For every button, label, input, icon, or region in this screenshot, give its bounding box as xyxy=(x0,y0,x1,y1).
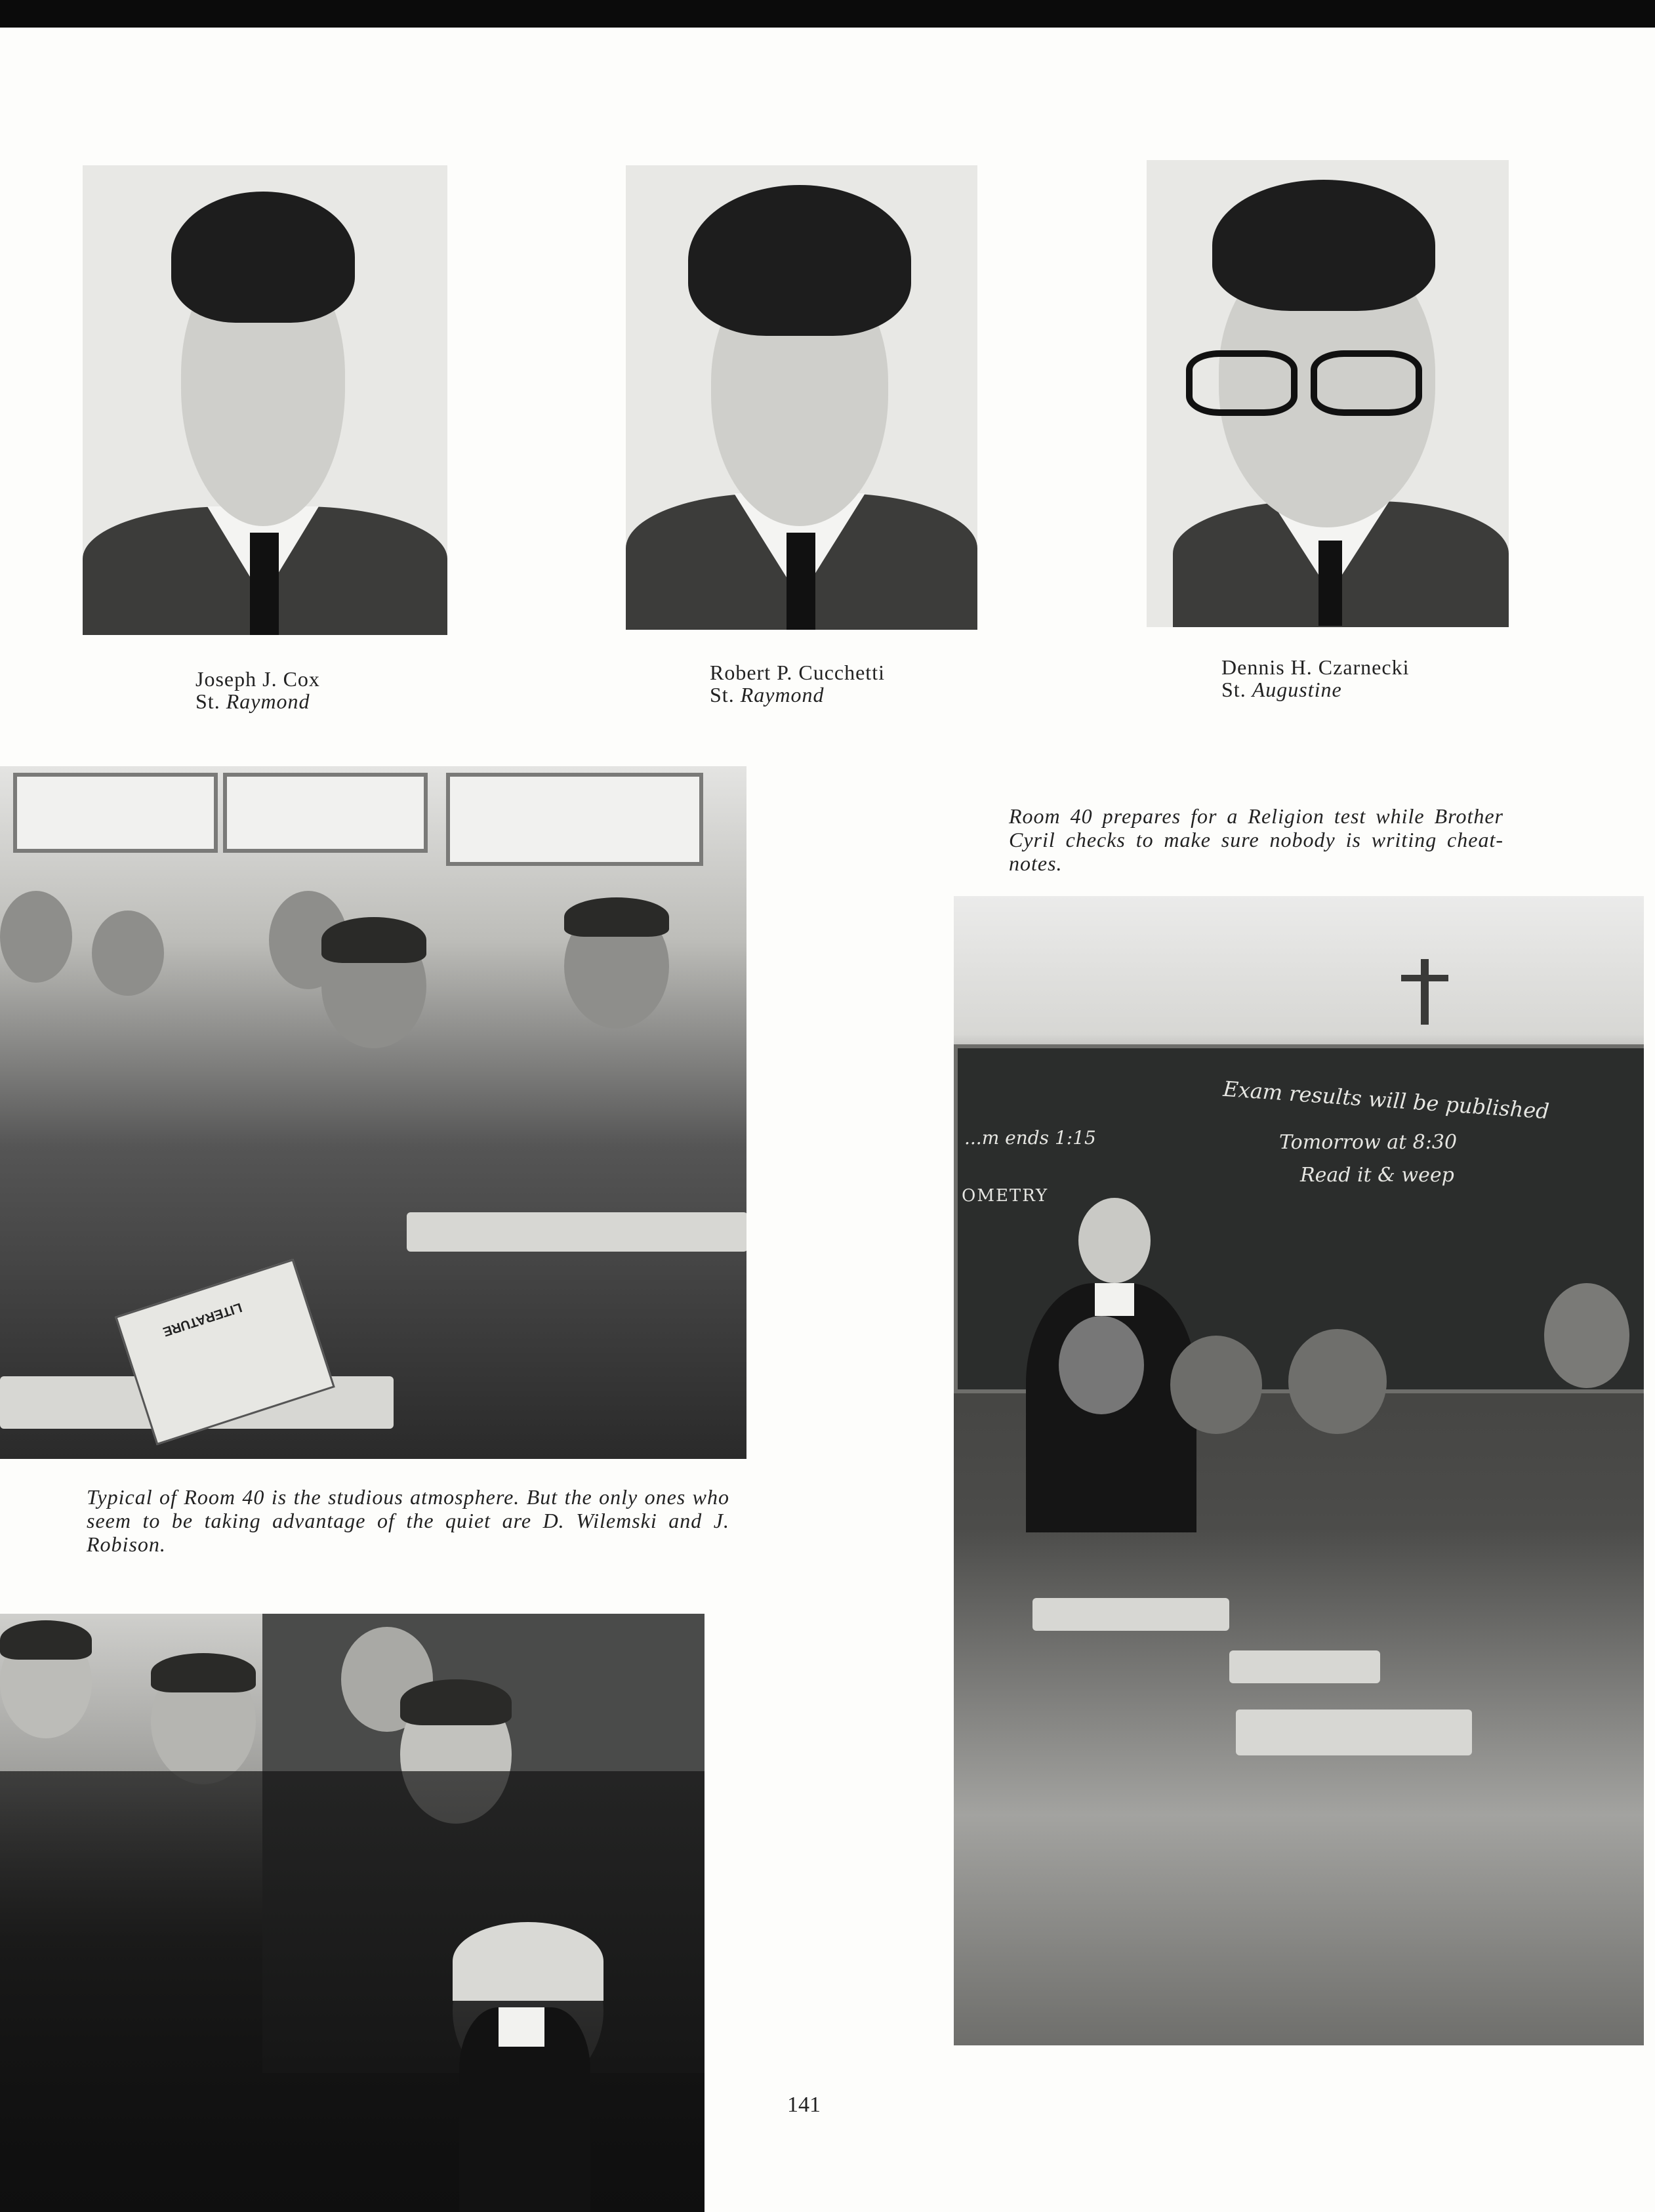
portrait-photo-cox xyxy=(83,165,447,635)
portrait-name-cucchetti: Robert P. Cucchetti xyxy=(710,661,885,684)
portrait-parish-cox xyxy=(195,690,310,712)
caption-studious-atmosphere: Typical of Room 40 is the studious atmosphere. But the only ones who seem to be taking advantage of the quiet are D. Wilemski and J. Robison. xyxy=(87,1485,729,1556)
portrait-photo-cucchetti xyxy=(626,165,977,630)
blackboard-left-line-2: OMETRY xyxy=(962,1186,1049,1206)
parish-prefix: St. xyxy=(1221,678,1246,701)
eyeglasses xyxy=(1186,350,1297,416)
parish-name: Raymond xyxy=(740,683,825,707)
portrait-photo-czarnecki xyxy=(1147,160,1509,627)
top-scan-border xyxy=(0,0,1655,28)
parish-name: Augustine xyxy=(1252,678,1342,701)
parish-prefix: St. xyxy=(710,683,735,707)
parish-prefix: St. xyxy=(195,689,220,713)
textbook-label: LITERATURE xyxy=(161,1300,244,1340)
blackboard-left-line-1: ...m ends 1:15 xyxy=(964,1127,1096,1149)
blackboard-line-exam: Exam results will be published xyxy=(1222,1076,1551,1124)
blackboard-line-time: Tomorrow at 8:30 xyxy=(1279,1131,1458,1154)
crucifix-icon xyxy=(1421,959,1429,1025)
classroom-students-photo xyxy=(0,766,746,1459)
blackboard-line-weep: Read it & weep xyxy=(1300,1164,1454,1187)
eyeglasses xyxy=(1311,350,1422,416)
portrait-parish-cucchetti xyxy=(710,684,825,706)
parish-name: Raymond xyxy=(226,689,310,713)
portrait-name-cox: Joseph J. Cox xyxy=(195,667,320,691)
caption-religion-test: Room 40 prepares for a Religion test while Brother Cyril checks to make sure nobody is writing cheat-notes. xyxy=(1009,804,1503,875)
portrait-parish-czarnecki xyxy=(1221,678,1342,701)
students-with-teacher-photo xyxy=(0,1614,705,2212)
brother-cyril-blackboard-photo xyxy=(954,896,1644,2045)
portrait-name-czarnecki: Dennis H. Czarnecki xyxy=(1221,655,1410,679)
page-number: 141 xyxy=(787,2093,821,2117)
